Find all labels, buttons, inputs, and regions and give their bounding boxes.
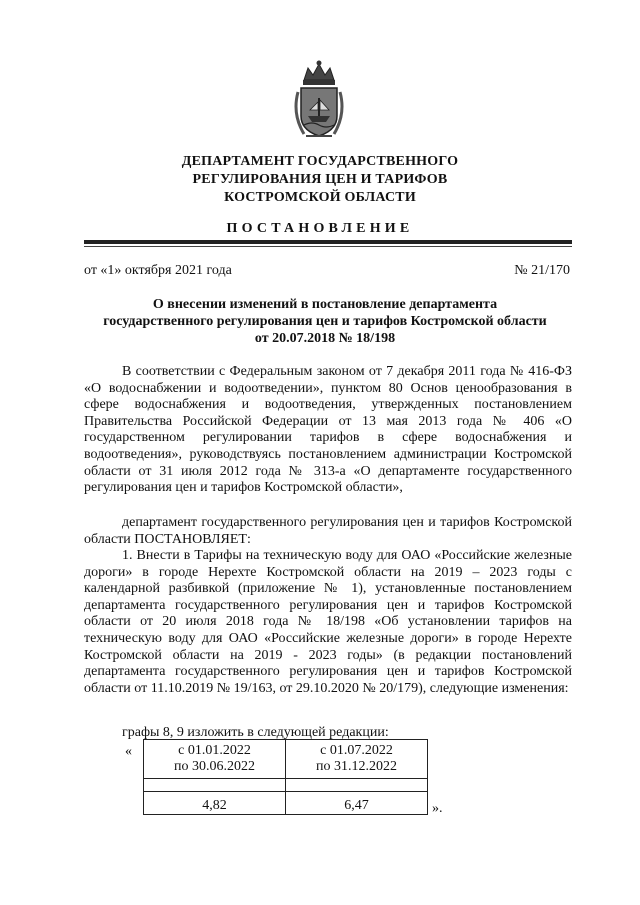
header-rule-thin — [84, 246, 572, 247]
resolve-paragraph — [84, 515, 572, 548]
table-row — [144, 792, 428, 815]
department-name-line-1: ДЕПАРТАМЕНТ ГОСУДАРСТВЕННОГО — [181, 154, 459, 169]
subject-line-3: от 20.07.2018 № 18/198 — [254, 331, 396, 346]
tariff-value-2: 6,47 — [286, 792, 428, 815]
item-1-subtext: графы 8, 9 изложить в следующей редакции: — [122, 725, 389, 740]
table-header-cell-2 — [286, 740, 428, 779]
tariff-table — [143, 739, 428, 815]
subject-line-2: государственного регулирования цен и тарифов Костромской области — [103, 314, 547, 329]
department-name-line-2: РЕГУЛИРОВАНИЯ ЦЕН И ТАРИФОВ — [192, 172, 448, 187]
subject-line-1: О внесении изменений в постановление департамента — [152, 297, 498, 312]
table-close-quote: ». — [432, 801, 443, 816]
document-number: № 21/170 — [514, 263, 570, 278]
document-type-title: ПОСТАНОВЛЕНИЕ — [226, 221, 414, 236]
item-1-text: 1. Внести в Тарифы на техническую воду для ОАО «Российские железные дороги» в городе Нерехте Костромской области на 2019 – 2023 годы с календарной разбивкой (приложение № 1), установленные постановлением департамента государственного регулирования цен и тарифов Костромской области от 20 июля 2018 года № 18/198 «Об установлении тарифов на техническую воду для ОАО «Российские железные дороги» в городе Нерехте Костромской области на 2019 - 2023 годы» (в редакции постановлений департамента государственного регулирования цен и тарифов Костромской области от 11.10.2019 № 19/163, от 29.10.2020 № 20/179), следующие изменения: — [84, 548, 572, 696]
header-rule-thick — [84, 240, 572, 244]
table-header-row — [144, 740, 428, 779]
table-open-quote: « — [125, 744, 132, 759]
period-1-end: по 30.06.2022 — [174, 759, 255, 774]
table-empty-cell — [286, 779, 428, 792]
department-name-line-3: КОСТРОМСКОЙ ОБЛАСТИ — [224, 190, 416, 205]
table-empty-cell — [144, 779, 286, 792]
preamble-text: В соответствии с Федеральным законом от 7 декабря 2011 года № 416-ФЗ «О водоснабжении и водоотведении», пунктом 80 Основ ценообразования в сфере водоснабжения и водоотведения, утвержденных постановлением Правительства Российской Федерации от 13 мая 2013 года № 406 «О государственном регулировании тарифов в сфере водоснабжения и водоотведения», руководствуясь постановлением администрации Костромской области от 31 июля 2012 года № 313-а «О департаменте государственного регулирования цен и тарифов Костромской области», — [84, 364, 572, 496]
period-1-start: с 01.01.2022 — [178, 743, 251, 758]
period-2-start: с 01.07.2022 — [320, 743, 393, 758]
document-date: от «1» октября 2021 года — [84, 263, 232, 278]
resolve-text: департамент государственного регулирования цен и тарифов Костромской области ПОСТАНОВЛЯЕТ: — [84, 515, 572, 547]
coat-of-arms-emblem — [288, 58, 350, 140]
table-header-cell-1 — [144, 740, 286, 779]
period-2-end: по 31.12.2022 — [316, 759, 397, 774]
preamble-paragraph — [84, 364, 572, 497]
table-empty-row — [144, 779, 428, 792]
item-1-paragraph — [84, 548, 572, 697]
tariff-value-1: 4,82 — [144, 792, 286, 815]
